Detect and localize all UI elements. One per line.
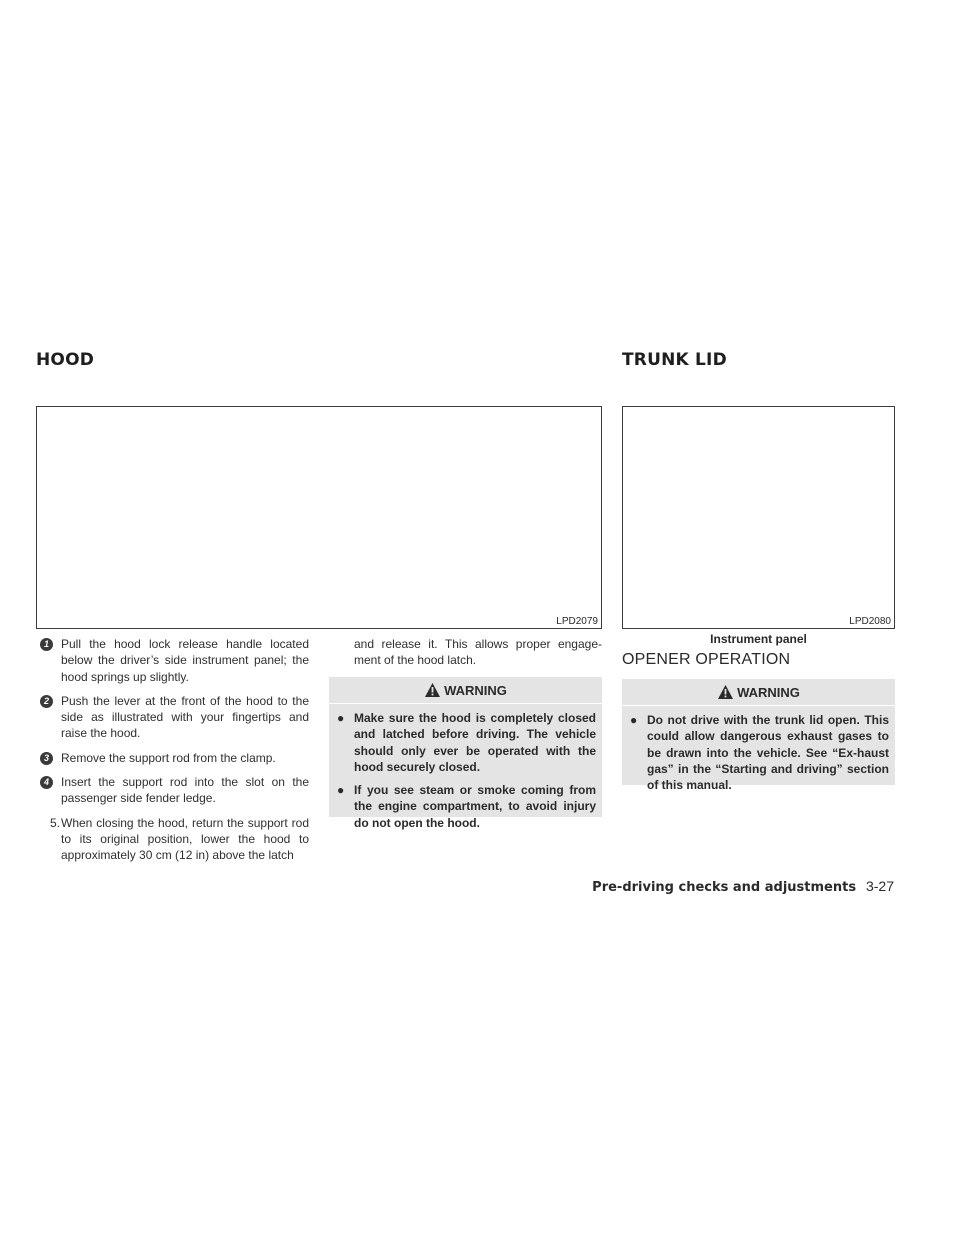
hood-figure [36, 406, 602, 629]
warning-text: If you see steam or smoke coming from the engine compartment, to avoid injury do not open the hood. [354, 783, 596, 830]
warning-item [628, 712, 889, 793]
step-text: Insert the support rod into the slot on the passenger side fender ledge. [61, 775, 309, 806]
footer-section-title: Pre-driving checks and adjustments [592, 880, 857, 895]
warning-header [329, 677, 602, 704]
warning-item [335, 710, 596, 775]
hood-step-5 [36, 815, 309, 864]
step-number-badge: 3 [40, 752, 53, 765]
warning-header [622, 679, 895, 706]
hood-section-title: HOOD [36, 350, 95, 370]
opener-operation-heading: OPENER OPERATION [622, 651, 791, 668]
trunk-lid-section-title: TRUNK LID [622, 350, 727, 370]
warning-triangle-icon [717, 684, 734, 700]
step-5-text: When closing the hood, return the support rod to its original position, lower the hood to approximately 30 cm (12 in) above the latch [61, 815, 309, 863]
trunk-warning-box [622, 679, 895, 793]
hood-continuation-column [329, 636, 602, 669]
trunk-figure [622, 406, 895, 629]
page-footer [592, 878, 894, 895]
bullet-icon: ● [630, 713, 638, 727]
step-text: Pull the hood lock release handle located below the driver’s side instrument panel; the hood springs up slightly. [61, 637, 309, 684]
warning-triangle-icon [424, 682, 441, 698]
step-5-number: 5. [50, 815, 61, 830]
hood-step [36, 750, 309, 766]
hood-figure-code: LPD2079 [556, 616, 598, 627]
bullet-icon: ● [337, 711, 345, 725]
warning-item [335, 782, 596, 831]
hood-warning-box [329, 677, 602, 830]
hood-step [36, 693, 309, 742]
step-text: Push the lever at the front of the hood to the side as illustrated with your fingertips and raise the hood. [61, 693, 309, 741]
page-number: 3-27 [865, 878, 894, 894]
trunk-figure-caption: Instrument panel [710, 632, 807, 646]
hood-step [36, 636, 309, 685]
hood-step [36, 774, 309, 807]
step-text: Remove the support rod from the clamp. [61, 750, 276, 765]
step-number-badge: 4 [40, 776, 53, 789]
hood-steps-column [36, 636, 309, 864]
warning-text: Do not drive with the trunk lid open. This could allow dangerous exhaust gases to be drawn into the vehicle. See “Ex-haust gas” in the “Starting and driving” section of this manual. [647, 713, 889, 793]
bullet-icon: ● [337, 783, 345, 798]
warning-label: WARNING [737, 684, 800, 700]
trunk-figure-code: LPD2080 [849, 616, 891, 627]
step-number-badge: 1 [40, 638, 53, 651]
warning-text: Make sure the hood is completely closed and latched before driving. The vehicle should only ever be operated with the hood securely closed. [354, 711, 596, 774]
warning-label: WARNING [444, 682, 507, 698]
step-5-continuation: and release it. This allows proper engage-ment of the hood latch. [354, 637, 602, 668]
step-number-badge: 2 [40, 695, 53, 708]
